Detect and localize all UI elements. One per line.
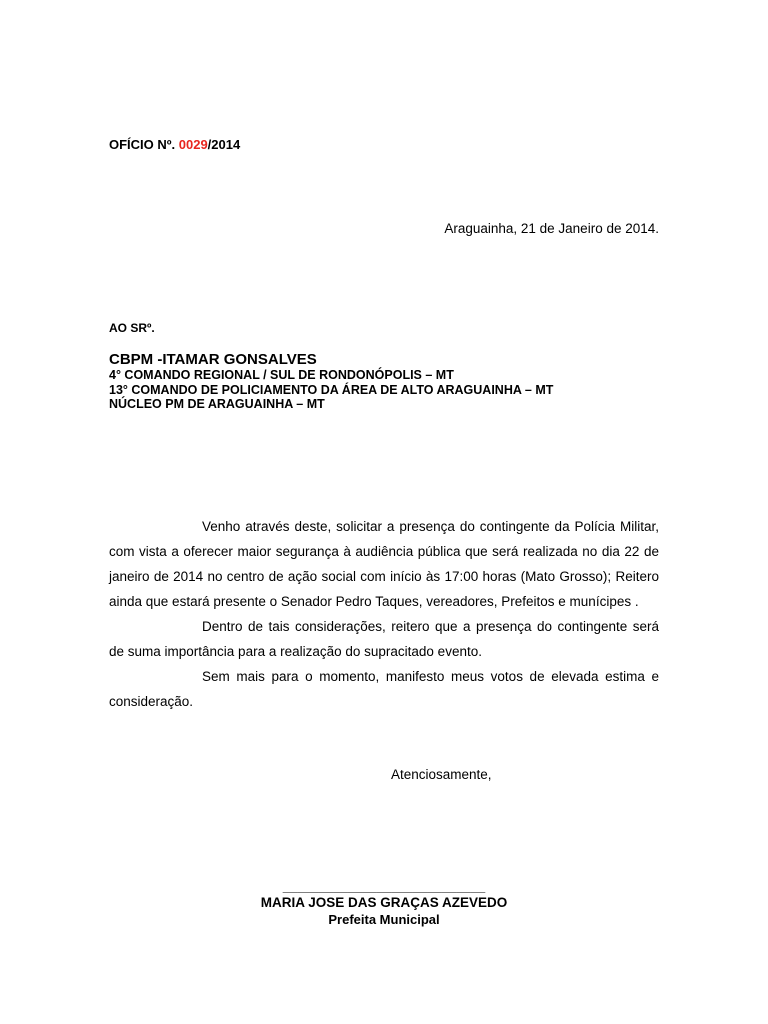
oficio-number: 0029: [178, 137, 208, 152]
recipient-block: [109, 352, 553, 412]
date-line: Araguainha, 21 de Janeiro de 2014.: [444, 221, 659, 236]
body-paragraph: Venho através deste, solicitar a presença do contingente da Polícia Militar, com vista a oferecer maior segurança à audiência pública que será realizada no dia 22 de janeiro de 2014 no centro de ação social com início às 17:00 horas (Mato Grosso); Reitero ainda que estará presente o Senador Pedro Taques, vereadores, Prefeitos e munícipes .: [109, 519, 659, 609]
oficio-suffix: /2014: [207, 137, 241, 152]
salutation: AO SRº.: [109, 321, 155, 335]
body-paragraph: Sem mais para o momento, manifesto meus votos de elevada estima e consideração.: [109, 669, 659, 709]
signer-role: Prefeita Municipal: [328, 912, 440, 927]
recipient-line: 13° COMANDO DE POLICIAMENTO DA ÁREA DE ALTO ARAGUAINHA – MT: [109, 382, 554, 397]
letter-body: [109, 514, 659, 714]
closing-line: Atenciosamente,: [391, 767, 492, 782]
oficio-number-line: [109, 137, 240, 152]
recipient-line: 4° COMANDO REGIONAL / SUL DE RONDONÓPOLIS – MT: [109, 368, 454, 382]
signature-block: [0, 880, 768, 928]
oficio-prefix: OFÍCIO Nº.: [109, 137, 179, 152]
signer-name: MARIA JOSE DAS GRAÇAS AZEVEDO: [260, 895, 508, 910]
signature-rule: ____________________________: [282, 879, 486, 894]
recipient-line: NÚCLEO PM DE ARAGUAINHA – MT: [109, 397, 325, 411]
body-paragraph: Dentro de tais considerações, reitero que a presença do contingente será de suma importância para a realização do supracitado evento.: [109, 619, 659, 659]
recipient-name: CBPM -ITAMAR GONSALVES: [109, 351, 317, 368]
